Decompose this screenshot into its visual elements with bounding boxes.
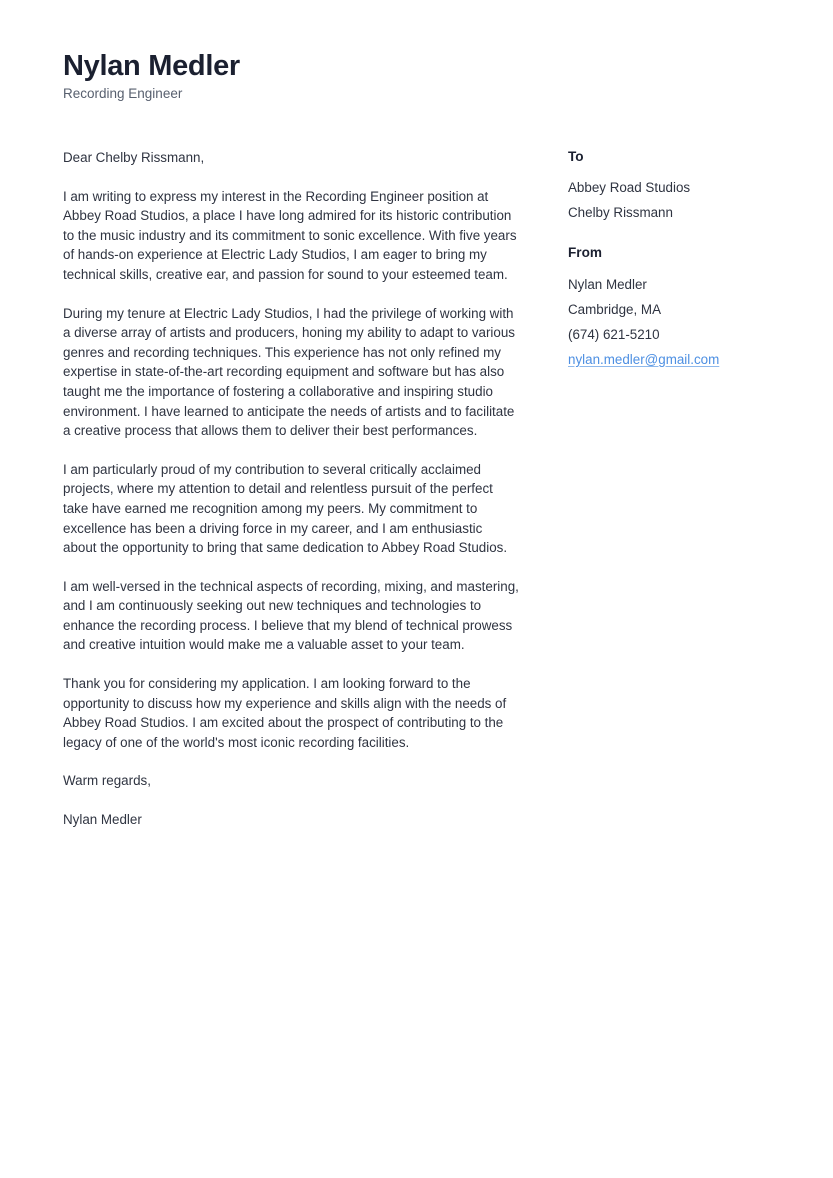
sender-phone: (674) 621-5210 (568, 326, 660, 342)
applicant-role: Recording Engineer (63, 86, 183, 102)
salutation: Dear Chelby Rissmann, (63, 150, 205, 165)
closing-line: Warm regards, (63, 773, 151, 789)
recipient-heading: To (568, 149, 584, 164)
recipient-block (568, 149, 783, 225)
body-paragraph: I am writing to express my interest in the Recording Engineer position at Abbey Road Studios, a place I have long admired for its historic contribution to the music industry and its commitment to sonic excellence. With five years of hands-on experience at Electric Lady Studios, I am eager to bring my technical skills, creative ear, and passion for sound to your esteemed team. (63, 188, 517, 282)
sender-email-link[interactable]: nylan.medler@gmail.com (568, 351, 720, 367)
sender-name: Nylan Medler (568, 276, 647, 292)
signature-name: Nylan Medler (63, 812, 142, 828)
body-paragraph: During my tenure at Electric Lady Studios, I had the privilege of working with a diverse array of artists and producers, honing my ability to adapt to various genres and recording techniques. This experience has not only refined my expertise in state-of-the-art recording equipment and software but has also taught me the importance of fostering a collaborative and inspiring studio environment. I have learned to anticipate the needs of artists and to facilitate a creative process that allows them to deliver their best performances. (63, 305, 515, 439)
applicant-name: Nylan Medler (63, 50, 240, 82)
body-paragraph: I am particularly proud of my contribution to several critically acclaimed projects, where my attention to detail and relentless pursuit of the perfect take have earned me recognition among my peers. My commitment to excellence has been a driving force in my career, and I am enthusiastic about the opportunity to bring that same dedication to Abbey Road Studios. (63, 461, 508, 556)
body-paragraph: Thank you for considering my application. I am looking forward to the opportunity to discuss how my experience and skills align with the needs of Abbey Road Studios. I am excited about the prospect of contributing to the legacy of one of the world's most iconic recording facilities. (63, 676, 507, 750)
sender-block (568, 245, 783, 371)
letter-body (63, 148, 519, 830)
recipient-contact: Chelby Rissmann (568, 205, 673, 221)
body-paragraph: I am well-versed in the technical aspects of recording, mixing, and mastering, and I am continuously seeking out new techniques and technologies to enhance the recording process. I believe that my blend of technical prowess and creative intuition would make me a valuable asset to your team. (63, 578, 519, 653)
recipient-company: Abbey Road Studios (568, 180, 691, 196)
sender-heading: From (568, 245, 602, 261)
letter-header (63, 50, 533, 103)
sender-location: Cambridge, MA (568, 301, 662, 317)
letter-sidebar (568, 149, 783, 372)
